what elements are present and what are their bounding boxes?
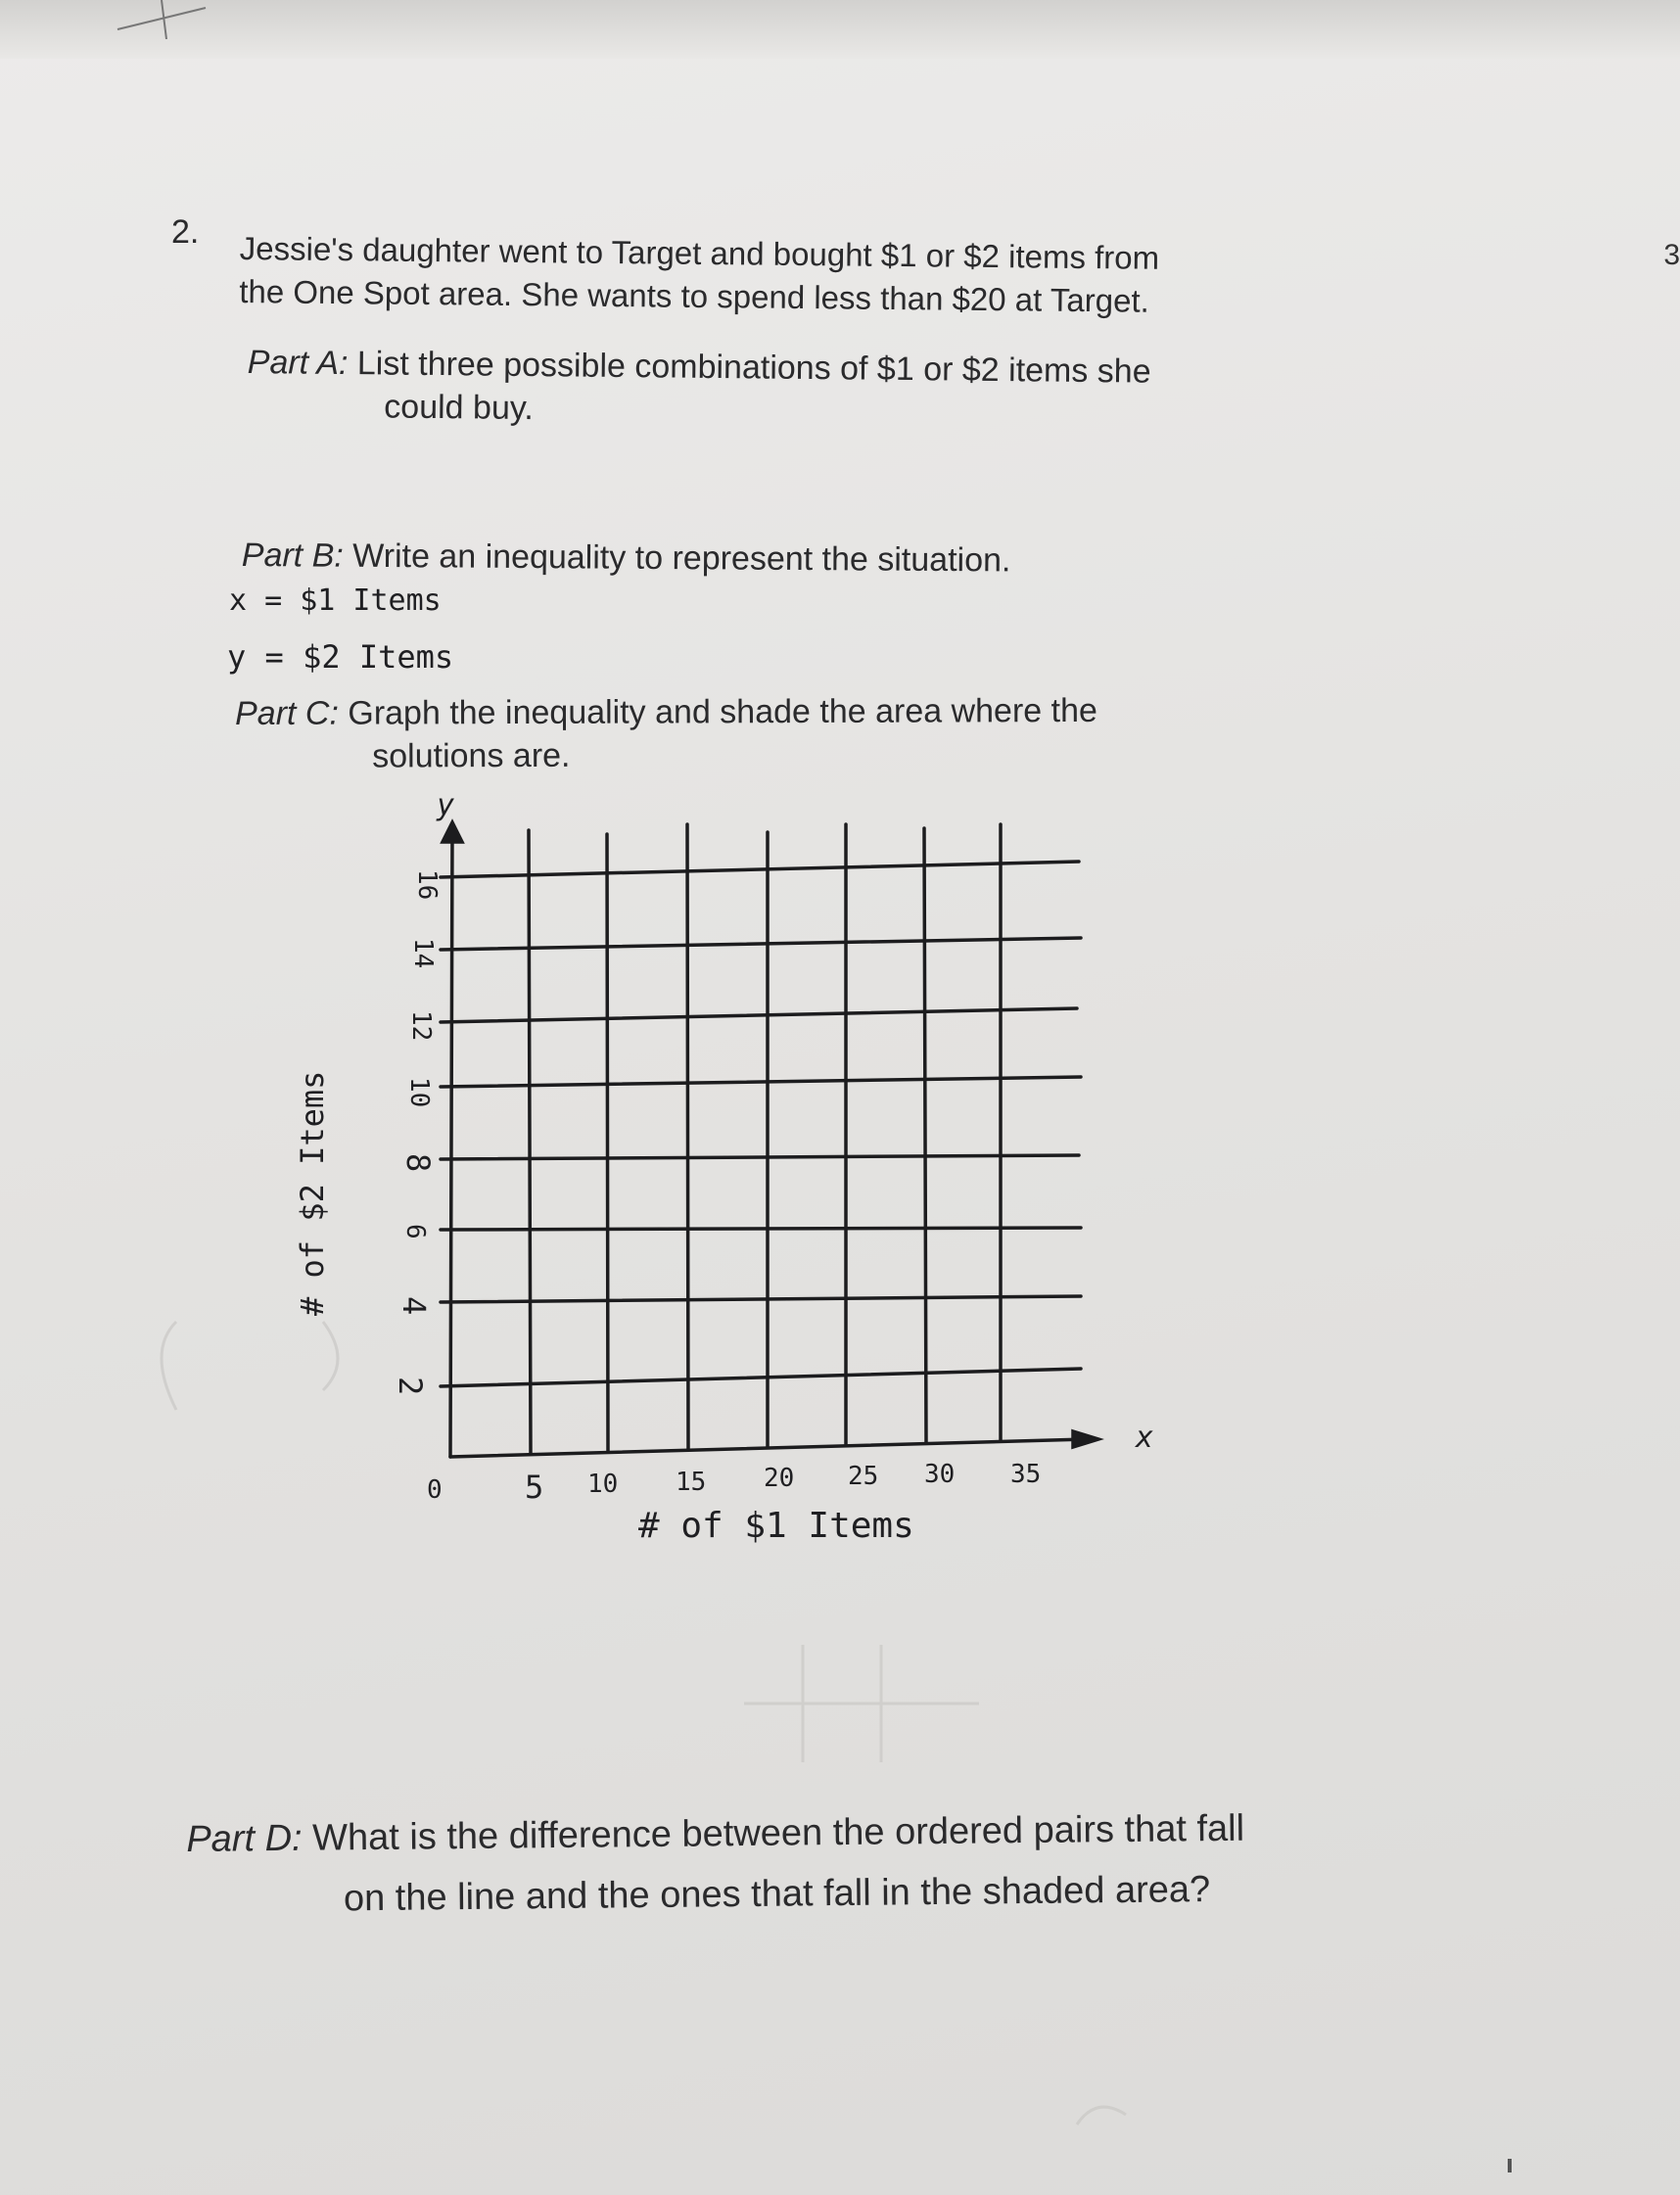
part-a-label: Part A: xyxy=(247,343,349,383)
x-tick-label: 0 xyxy=(427,1475,443,1505)
x-tick-label: 35 xyxy=(1010,1460,1042,1489)
part-c-text-2: solutions are. xyxy=(372,736,571,775)
part-d-text-2: on the line and the ones that fall in the shaded area? xyxy=(343,1869,1211,1920)
part-d-label: Part D: xyxy=(186,1817,303,1860)
part-d xyxy=(186,1798,1245,1931)
y-axis-title: # of $2 Items xyxy=(294,1070,331,1316)
x-tick-label: 30 xyxy=(924,1460,956,1489)
x-axis-title: # of $1 Items xyxy=(638,1506,914,1546)
part-b-text: Write an inequality to represent the situation. xyxy=(352,537,1011,580)
y-tick-label: 16 xyxy=(412,869,442,901)
handwritten-x-definition: x = $1 Items xyxy=(229,584,442,618)
part-b-label: Part B: xyxy=(241,536,344,575)
part-a-text-2: could buy. xyxy=(384,388,534,428)
x-tick-label: 5 xyxy=(525,1469,544,1506)
part-d-text: What is the difference between the ordered pairs that fall xyxy=(311,1807,1245,1859)
pen-tick-mark xyxy=(1508,2159,1512,2172)
y-tick-label: 4 xyxy=(396,1296,433,1316)
x-axis-symbol: x xyxy=(1136,1421,1154,1455)
x-tick-label: 20 xyxy=(764,1464,795,1493)
x-tick-label: 10 xyxy=(587,1470,619,1499)
question-number: 2. xyxy=(171,213,200,251)
question-line-2: the One Spot area. She wants to spend less than $20 at Target. xyxy=(239,272,1149,319)
y-tick-label: 14 xyxy=(408,938,438,969)
question-line-1: Jessie's daughter went to Target and bought $1 or $2 items from xyxy=(239,229,1160,276)
x-tick-label: 25 xyxy=(848,1462,879,1491)
part-c-text: Graph the inequality and shade the area where the xyxy=(348,691,1097,732)
y-tick-label: 2 xyxy=(392,1377,429,1396)
y-tick-label: 8 xyxy=(399,1153,437,1173)
margin-question-number: 3 xyxy=(1663,239,1680,271)
y-tick-label: 6 xyxy=(400,1224,430,1239)
y-tick-label: 12 xyxy=(406,1010,436,1042)
y-axis-symbol: y xyxy=(437,788,455,822)
y-tick-label: 10 xyxy=(404,1077,434,1108)
part-c-label: Part C: xyxy=(235,694,339,732)
x-tick-label: 15 xyxy=(676,1468,707,1497)
part-a-text: List three possible combinations of $1 or $2 items she xyxy=(356,345,1151,391)
handwritten-y-definition: y = $2 Items xyxy=(227,638,454,676)
